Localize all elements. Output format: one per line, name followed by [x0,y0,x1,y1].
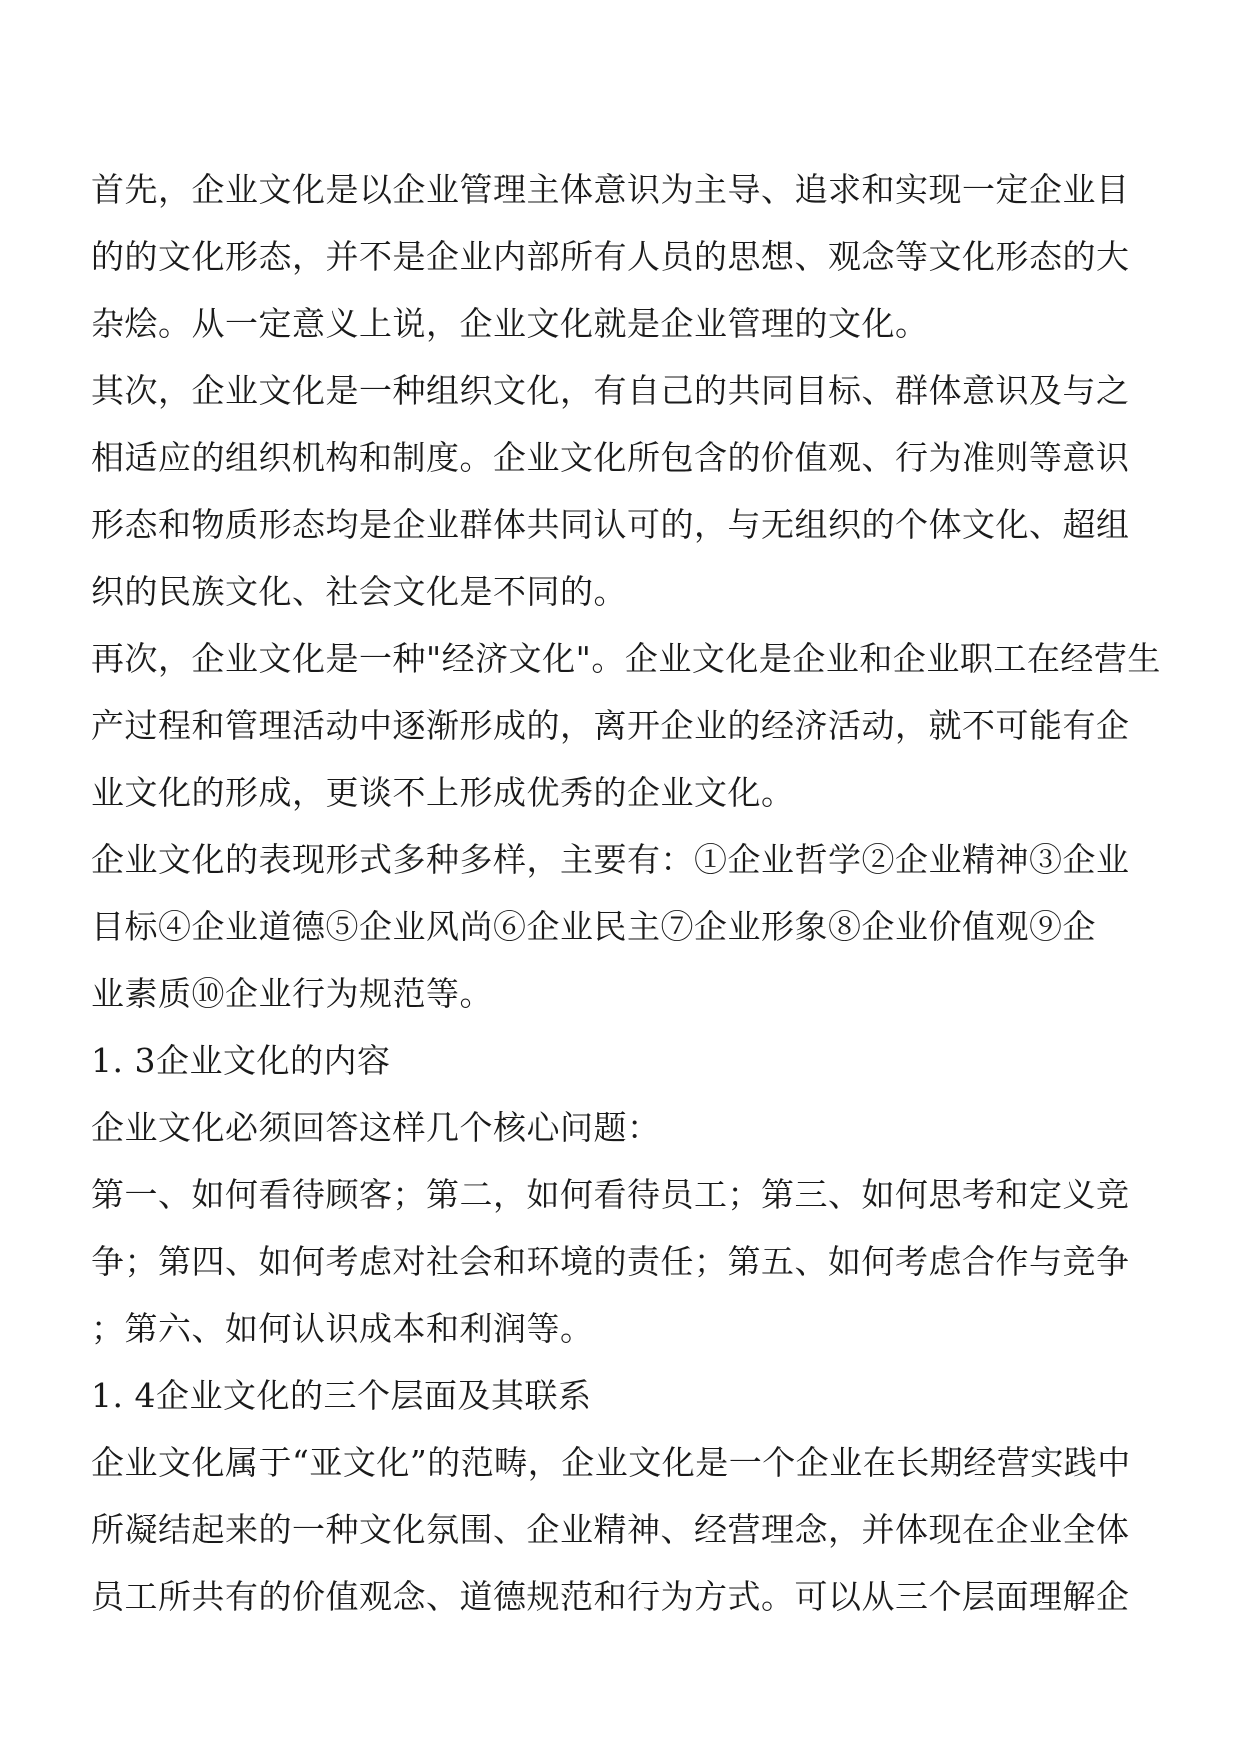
text-line: 业文化的形成，更谈不上形成优秀的企业文化。 [91,773,795,812]
text-line: 企业文化必须回答这样几个核心问题： [91,1108,661,1147]
text-line: ；第六、如何认识成本和利润等。 [91,1309,594,1348]
text-line: 第一、如何看待顾客；第二，如何看待员工；第三、如何思考和定义竞 [91,1175,1130,1214]
text-line: 织的民族文化、社会文化是不同的。 [91,572,627,611]
text-line: 企业文化属于“亚文化”的范畴，企业文化是一个企业在长期经营实践中 [91,1443,1131,1482]
section-heading: 1. 4企业文化的三个层面及其联系 [91,1376,592,1415]
text-line: 杂烩。从一定意义上说，企业文化就是企业管理的文化。 [91,304,929,343]
document-body [91,156,1161,1630]
text-line: 再次，企业文化是一种"经济文化"。企业文化是企业和企业职工在经营生 [91,639,1161,678]
text-line: 的的文化形态，并不是企业内部所有人员的思想、观念等文化形态的大 [91,237,1130,276]
text-line: 其次，企业文化是一种组织文化，有自己的共同目标、群体意识及与之 [91,371,1130,410]
text-line: 目标④企业道德⑤企业风尚⑥企业民主⑦企业形象⑧企业价值观⑨企 [91,907,1096,946]
text-line: 首先，企业文化是以企业管理主体意识为主导、追求和实现一定企业目 [91,170,1130,209]
text-line: 产过程和管理活动中逐渐形成的，离开企业的经济活动，就不可能有企 [91,706,1130,745]
text-line: 员工所共有的价值观念、道德规范和行为方式。可以从三个层面理解企 [91,1577,1130,1616]
section-heading: 1. 3企业文化的内容 [91,1041,391,1080]
text-line: 企业文化的表现形式多种多样，主要有：①企业哲学②企业精神③企业 [91,840,1130,879]
text-line: 相适应的组织机构和制度。企业文化所包含的价值观、行为准则等意识 [91,438,1130,477]
text-line: 业素质⑩企业行为规范等。 [91,974,493,1013]
text-line: 形态和物质形态均是企业群体共同认可的，与无组织的个体文化、超组 [91,505,1130,544]
text-line: 争；第四、如何考虑对社会和环境的责任；第五、如何考虑合作与竞争 [91,1242,1130,1281]
text-line: 所凝结起来的一种文化氛围、企业精神、经营理念，并体现在企业全体 [91,1510,1130,1549]
